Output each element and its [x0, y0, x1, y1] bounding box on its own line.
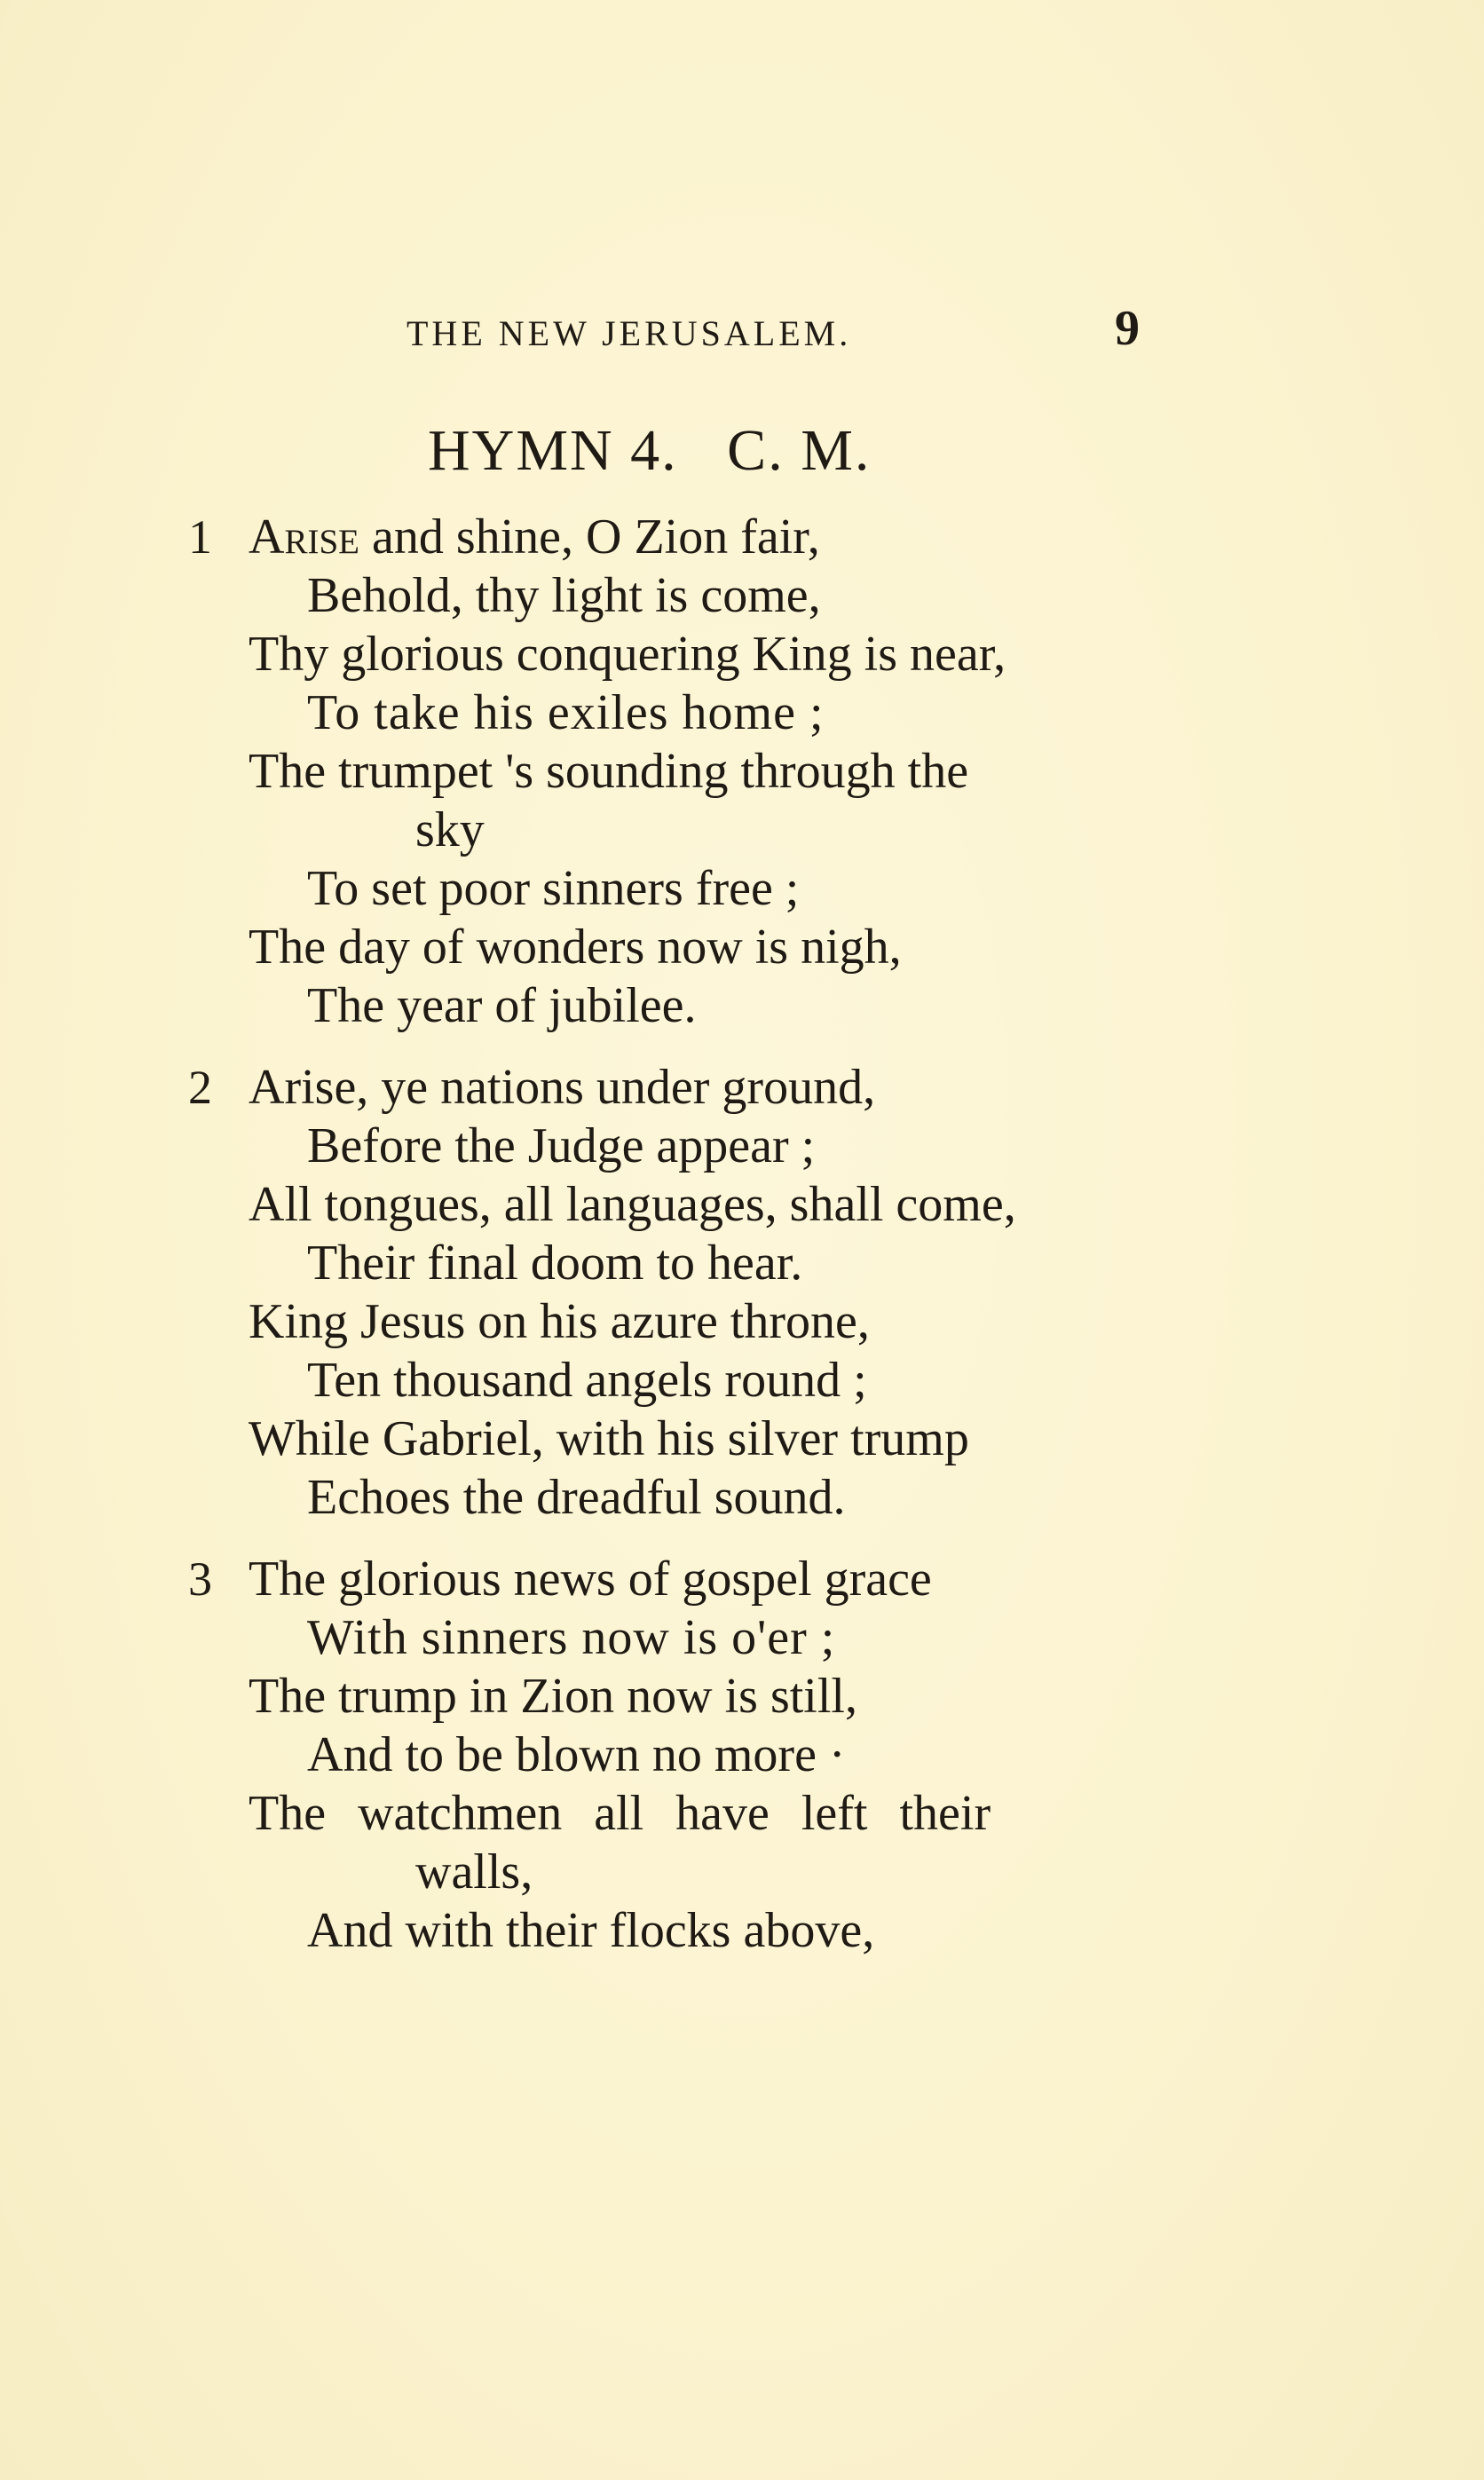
verse-line-turnover: walls,: [415, 1844, 533, 1899]
verse-number: 2: [188, 1061, 212, 1114]
page-number: 9: [1115, 301, 1140, 356]
verse-line: Arise, ye nations under ground,: [249, 1060, 876, 1115]
verse-line: Echoes the dreadful sound.: [307, 1470, 846, 1525]
verse-line: Behold, thy light is come,: [307, 568, 821, 623]
verse-line: The year of jubilee.: [307, 978, 697, 1033]
verse-line: Their final doom to hear.: [307, 1236, 803, 1291]
verse-line: Ten thousand angels round ;: [307, 1353, 867, 1408]
verse-number: 3: [188, 1552, 212, 1606]
verse-line: To take his exiles home ;: [307, 685, 825, 740]
verse-first-word: Arise: [249, 509, 359, 565]
verse-line: The trumpet 's sounding through the: [249, 744, 969, 799]
verse-line: The glorious news of gospel grace: [249, 1552, 932, 1607]
verse-line: While Gabriel, with his silver trump: [249, 1411, 969, 1466]
verse-line: To set poor sinners free ;: [307, 861, 800, 916]
verse-line: Thy glorious conquering King is near,: [249, 627, 1006, 682]
verse-line: The watchmen all have left their: [249, 1786, 991, 1841]
verse-line: King Jesus on his azure throne,: [249, 1294, 870, 1349]
verse-line: The trump in Zion now is still,: [249, 1669, 857, 1724]
verse-line: And to be blown no more ·: [307, 1727, 846, 1782]
verse-line-text: and shine, O Zion fair,: [359, 509, 820, 565]
verse-line: With sinners now is o'er ;: [307, 1610, 836, 1665]
verse-line: All tongues, all languages, shall come,: [249, 1177, 1016, 1232]
verse-line: [249, 508, 820, 566]
running-head: THE NEW JERUSALEM.: [407, 313, 852, 353]
verse-number: 1: [188, 510, 212, 564]
verse-line-turnover: sky: [415, 802, 485, 857]
verse-line: Before the Judge appear ;: [307, 1118, 816, 1173]
verse-line: The day of wonders now is nigh,: [249, 920, 902, 975]
hymn-title: HYMN 4. C. M.: [428, 418, 872, 483]
verse-line: And with their flocks above,: [307, 1903, 875, 1958]
